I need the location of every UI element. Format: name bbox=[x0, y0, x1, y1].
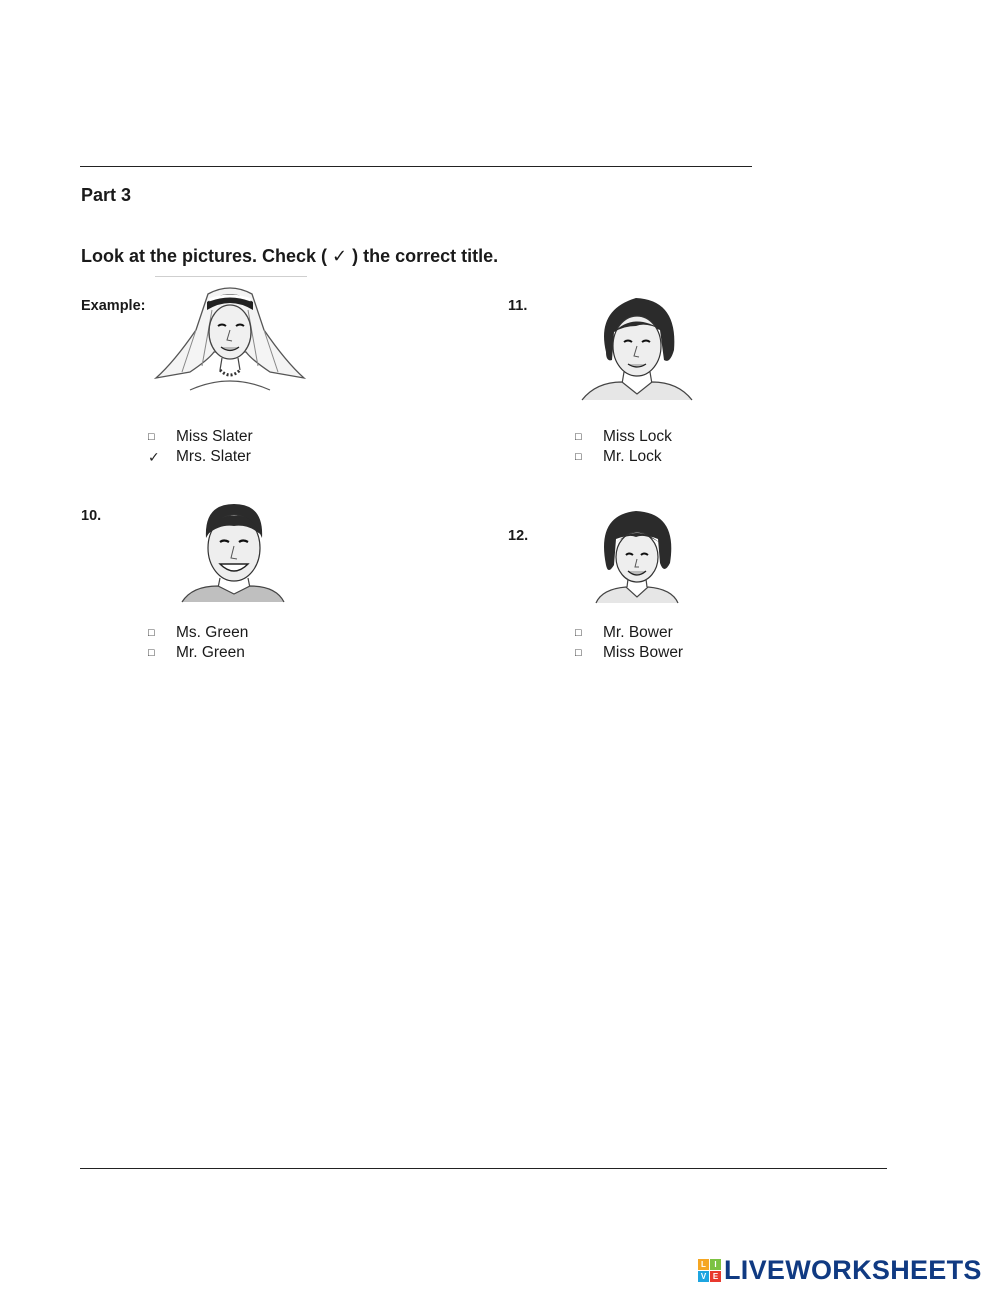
top-rule bbox=[80, 166, 752, 167]
girl-picture bbox=[590, 505, 684, 605]
bottom-rule bbox=[80, 1168, 887, 1169]
woman-picture bbox=[576, 290, 700, 404]
instruction: Look at the pictures. Check ( ✓ ) the correct title. bbox=[81, 246, 499, 266]
checkbox-icon[interactable]: □ bbox=[148, 627, 155, 639]
checkbox-icon[interactable]: □ bbox=[148, 647, 155, 659]
man-picture bbox=[178, 498, 288, 606]
checkbox-icon[interactable]: □ bbox=[148, 431, 155, 443]
question-11-options bbox=[573, 427, 672, 467]
checkbox-icon[interactable]: □ bbox=[575, 627, 582, 639]
option-text: Mr. Lock bbox=[603, 448, 662, 465]
option-row[interactable] bbox=[146, 447, 253, 467]
logo-block: V bbox=[698, 1271, 709, 1282]
part-title: Part 3 bbox=[81, 185, 132, 205]
logo-block: L bbox=[698, 1259, 709, 1270]
option-row[interactable] bbox=[573, 447, 672, 467]
logo-block: I bbox=[710, 1259, 721, 1270]
question-12-options bbox=[573, 623, 683, 663]
question-10-options bbox=[146, 623, 248, 663]
option-row[interactable] bbox=[573, 427, 672, 447]
checkbox-icon[interactable]: □ bbox=[575, 431, 582, 443]
question-10-label: 10. bbox=[81, 508, 102, 524]
option-text: Miss Lock bbox=[603, 428, 672, 445]
example-label: Example: bbox=[81, 298, 146, 314]
example-options bbox=[146, 427, 253, 467]
option-text: Miss Bower bbox=[603, 644, 684, 661]
logo-text: LIVEWORKSHEETS bbox=[724, 1255, 982, 1285]
option-row[interactable] bbox=[146, 427, 253, 447]
option-row[interactable] bbox=[146, 643, 248, 663]
checkbox-icon[interactable]: □ bbox=[575, 647, 582, 659]
option-text: Mr. Green bbox=[176, 644, 245, 661]
question-12-label: 12. bbox=[508, 528, 529, 544]
option-text: Mr. Bower bbox=[603, 624, 673, 641]
option-text: Miss Slater bbox=[176, 428, 253, 445]
instruction-underline bbox=[155, 276, 307, 277]
question-11-label: 11. bbox=[508, 298, 528, 314]
option-text: Mrs. Slater bbox=[176, 448, 251, 465]
option-row[interactable] bbox=[573, 623, 683, 643]
logo-blocks-icon bbox=[698, 1259, 721, 1282]
option-row[interactable] bbox=[573, 643, 683, 663]
logo-block: E bbox=[710, 1271, 721, 1282]
checkbox-icon[interactable]: □ bbox=[575, 451, 582, 463]
liveworksheets-logo[interactable] bbox=[698, 1257, 982, 1284]
bride-picture bbox=[152, 280, 308, 398]
option-text: Ms. Green bbox=[176, 624, 249, 641]
option-row[interactable] bbox=[146, 623, 248, 643]
checkmark-icon[interactable]: ✓ bbox=[148, 448, 160, 465]
